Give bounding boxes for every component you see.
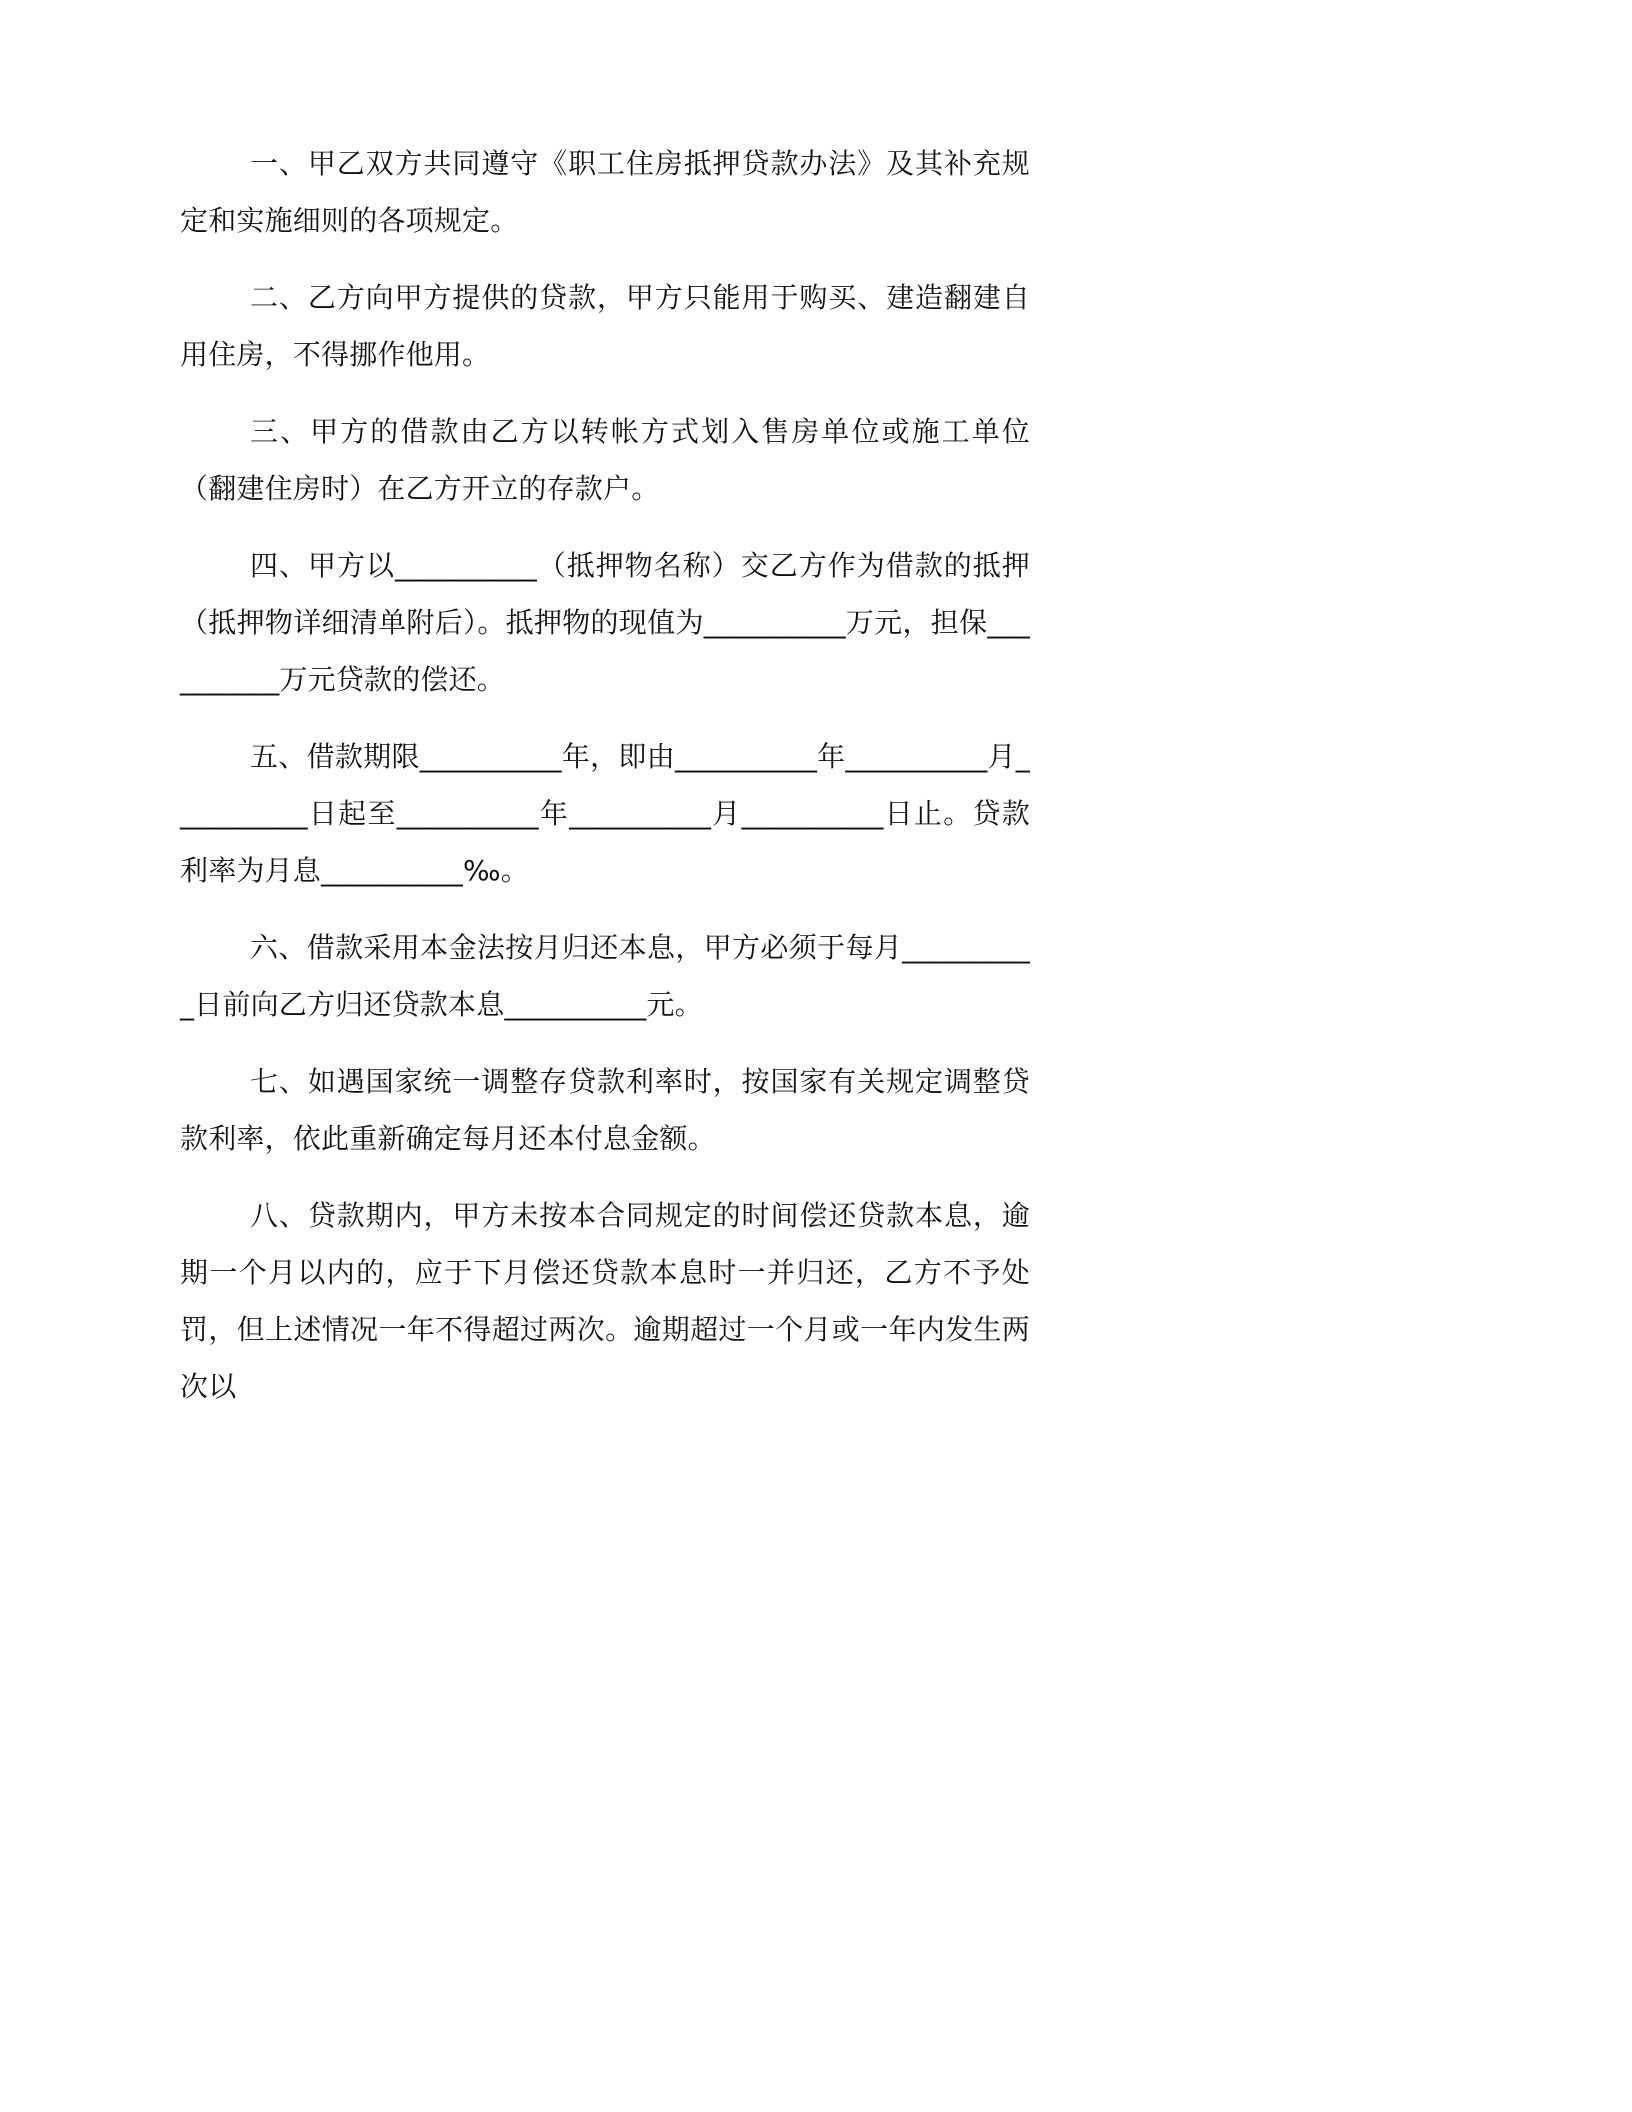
clause-7: 七、如遇国家统一调整存贷款利率时，按国家有关规定调整贷款利率，依此重新确定每月还本付息金额。 (180, 1065, 1030, 1155)
clause-6: 六、借款采用本金法按月归还本息，甲方必须于每月__________日前向乙方归还贷款本息__________元。 (180, 931, 1030, 1021)
clause-2: 二、乙方向甲方提供的贷款，甲方只能用于购买、建造翻建自用住房，不得挪作他用。 (180, 281, 1030, 371)
clause-3: 三、甲方的借款由乙方以转帐方式划入售房单位或施工单位（翻建住房时）在乙方开立的存款户。 (180, 415, 1030, 505)
clause-4: 四、甲方以__________（抵押物名称）交乙方作为借款的抵押（抵押物详细清单附后）。抵押物的现值为__________万元，担保__________万元贷款的偿还。 (180, 549, 1030, 696)
clause-8: 八、贷款期内，甲方未按本合同规定的时间偿还贷款本息，逾期一个月以内的，应于下月偿还贷款本息时一并归还，乙方不予处罚，但上述情况一年不得超过两次。逾期超过一个月或一年内发生两次以 (180, 1199, 1030, 1403)
clause-1: 一、甲乙双方共同遵守《职工住房抵押贷款办法》及其补充规定和实施细则的各项规定。 (180, 147, 1030, 237)
document-body (180, 135, 1030, 1415)
clause-5: 五、借款期限__________年，即由__________年__________月__________日起至__________年__________月__________日止。贷款利率为月息__________‰。 (180, 740, 1030, 887)
